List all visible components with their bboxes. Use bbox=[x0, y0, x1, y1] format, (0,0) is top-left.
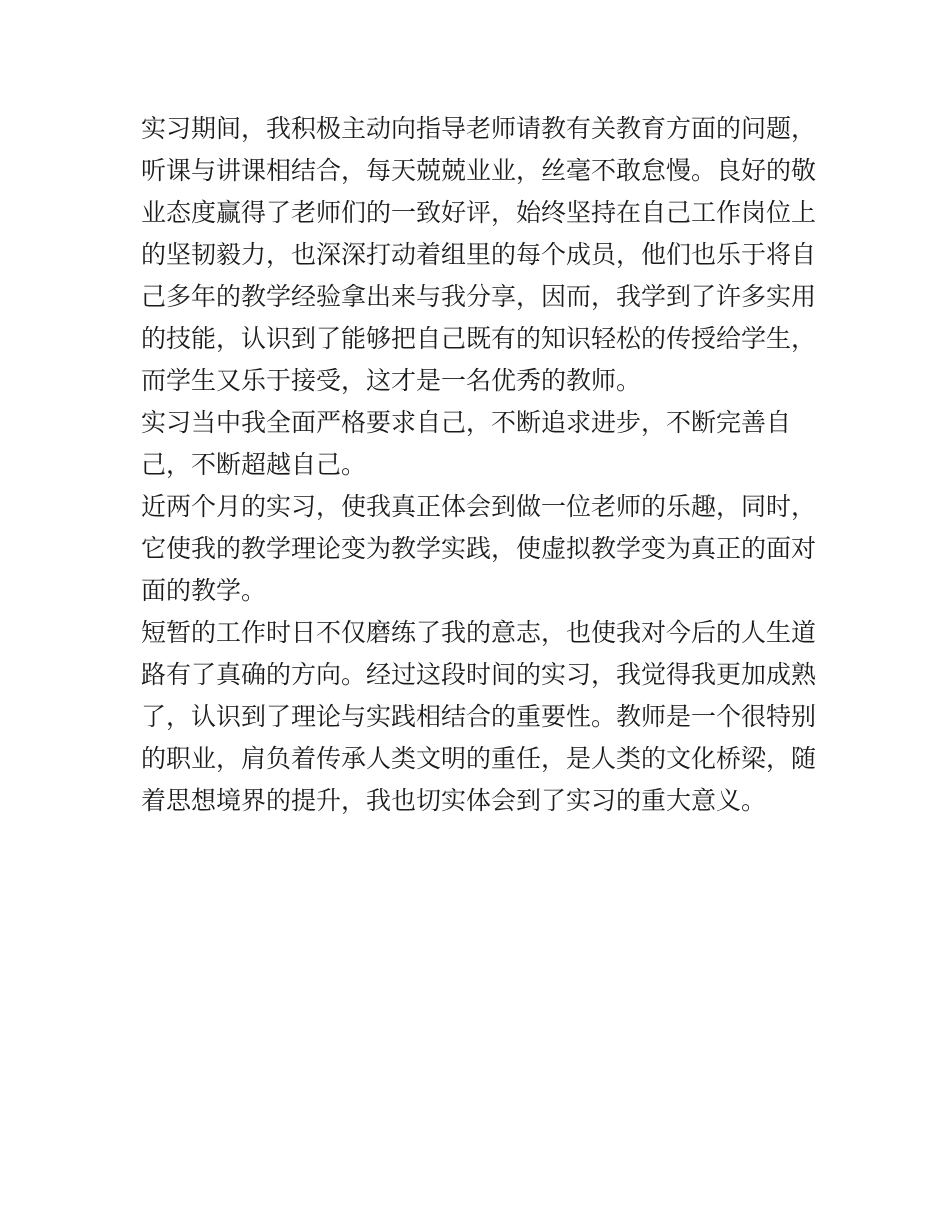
text-line: 它使我的教学理论变为教学实践，使虚拟教学变为真正的面对 bbox=[141, 534, 817, 563]
text-line: 己，不断超越自己。 bbox=[141, 450, 367, 479]
text-line: 的职业，肩负着传承人类文明的重任，是人类的文化桥梁，随 bbox=[141, 744, 817, 773]
text-line: 近两个月的实习，使我真正体会到做一位老师的乐趣，同时， bbox=[141, 492, 817, 521]
text-line: 面的教学。 bbox=[141, 576, 267, 605]
paragraph-2 bbox=[141, 402, 821, 486]
paragraph-1 bbox=[141, 108, 821, 402]
text-line: 着思想境界的提升，我也切实体会到了实习的重大意义。 bbox=[141, 786, 767, 815]
text-line: 的坚韧毅力，也深深打动着组里的每个成员，他们也乐于将自 bbox=[141, 240, 817, 269]
text-line: 了，认识到了理论与实践相结合的重要性。教师是一个很特别 bbox=[141, 702, 817, 731]
text-line: 的技能，认识到了能够把自己既有的知识轻松的传授给学生， bbox=[141, 324, 817, 353]
document-body bbox=[141, 108, 821, 822]
paragraph-4 bbox=[141, 612, 821, 822]
text-line: 己多年的教学经验拿出来与我分享，因而，我学到了许多实用 bbox=[141, 282, 817, 311]
text-line: 实习当中我全面严格要求自己，不断追求进步，不断完善自 bbox=[141, 408, 792, 437]
text-line: 听课与讲课相结合，每天兢兢业业，丝毫不敢怠慢。良好的敬 bbox=[141, 156, 817, 185]
text-line: 业态度赢得了老师们的一致好评，始终坚持在自己工作岗位上 bbox=[141, 198, 817, 227]
text-line: 而学生又乐于接受，这才是一名优秀的教师。 bbox=[141, 366, 642, 395]
text-line: 路有了真确的方向。经过这段时间的实习，我觉得我更加成熟 bbox=[141, 660, 817, 689]
paragraph-3 bbox=[141, 486, 821, 612]
text-line: 短暂的工作时日不仅磨练了我的意志，也使我对今后的人生道 bbox=[141, 618, 817, 647]
text-line: 实习期间，我积极主动向指导老师请教有关教育方面的问题， bbox=[141, 114, 817, 143]
